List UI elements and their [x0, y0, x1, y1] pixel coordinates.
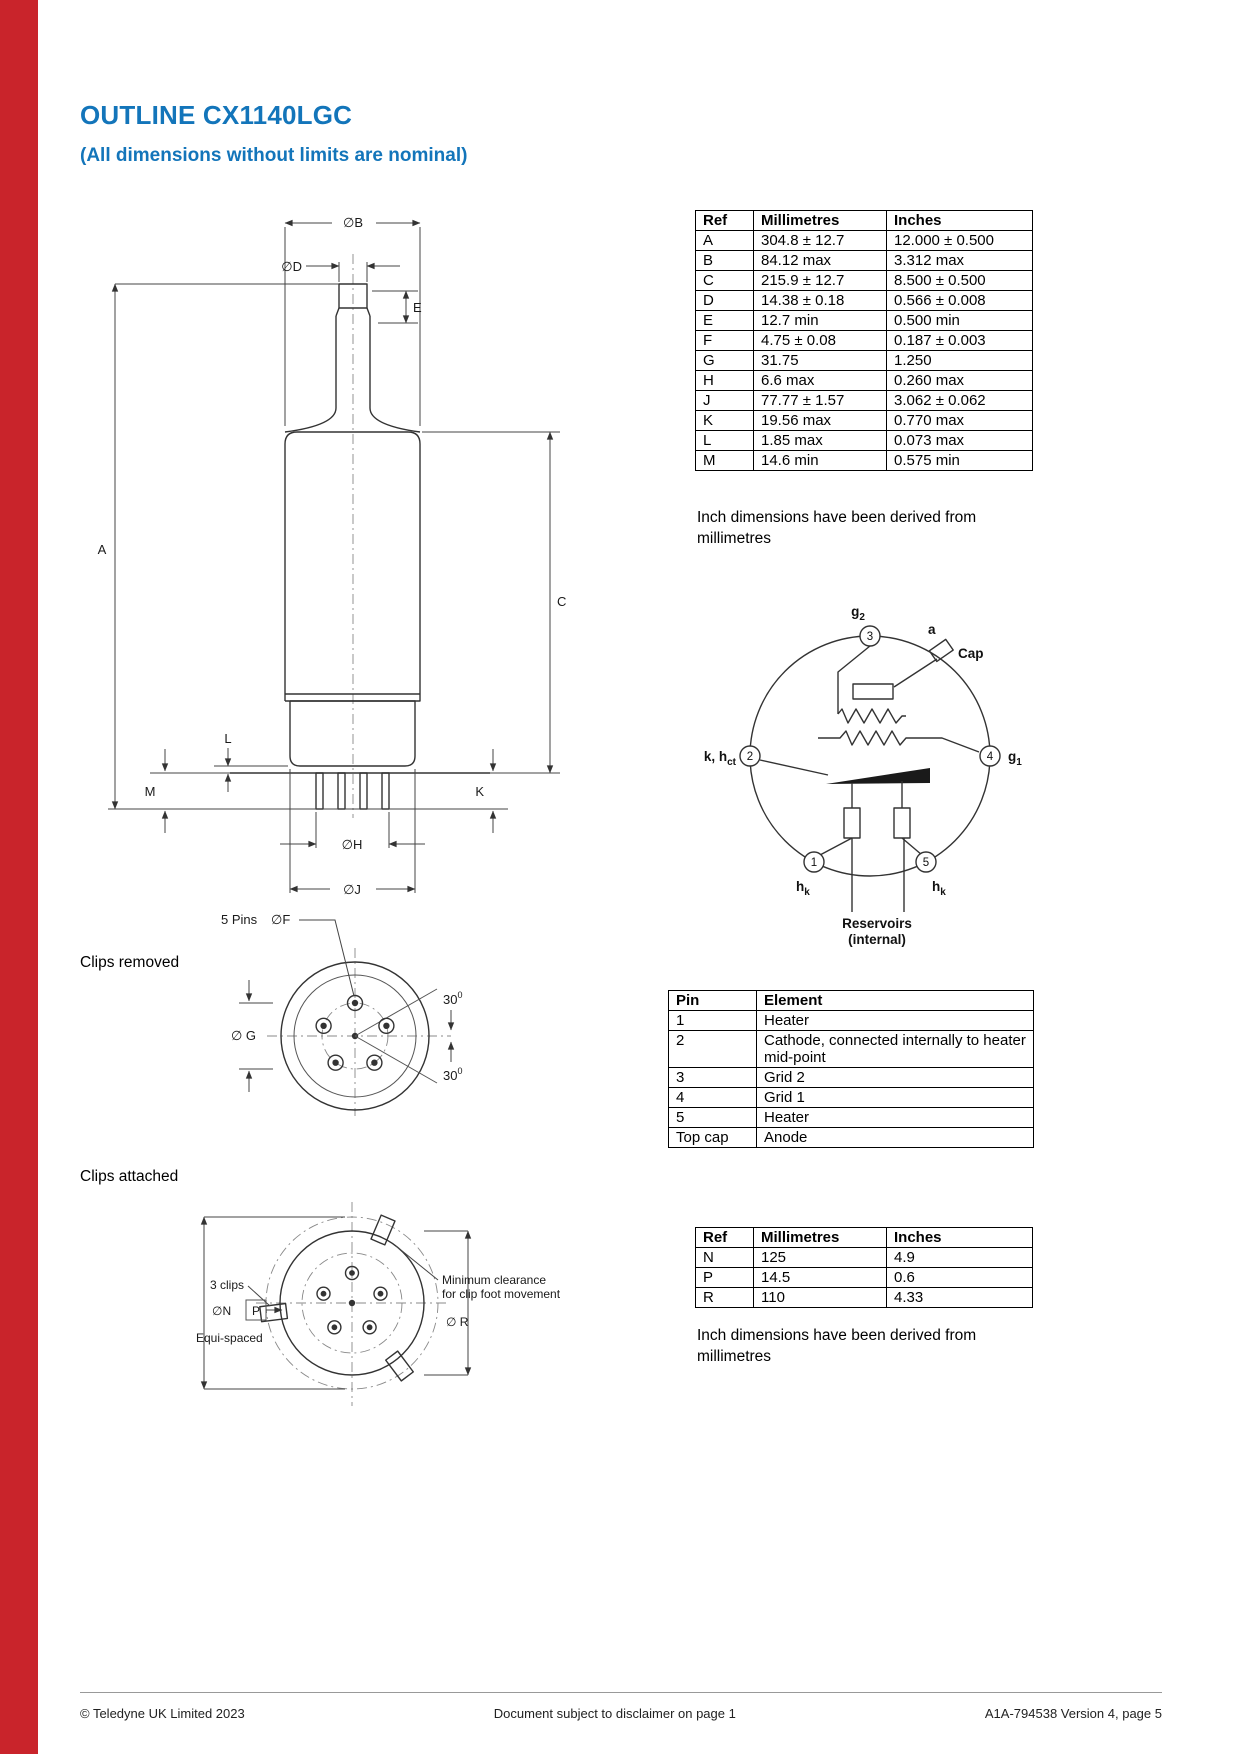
label-g1: $g_1$	[1008, 749, 1022, 768]
dim-label-l: L	[224, 731, 232, 746]
table-row	[696, 391, 1033, 411]
table-cell: B	[696, 251, 754, 271]
table-header: Millimetres	[754, 211, 887, 231]
table-cell: 19.56 max	[754, 411, 887, 431]
table-cell: L	[696, 431, 754, 451]
table-cell: 3	[669, 1068, 757, 1088]
table-cell: Cathode, connected internally to heater mid-point	[757, 1031, 1034, 1068]
clips-removed-drawing	[215, 908, 485, 1120]
clips	[260, 1215, 414, 1381]
footer-doc-ref: A1A-794538 Version 4, page 5	[984, 1706, 1162, 1721]
table-cell: J	[696, 391, 754, 411]
clips-attached-drawing	[190, 1196, 575, 1411]
table-row	[696, 451, 1033, 471]
table-row	[696, 271, 1033, 291]
table-row	[696, 371, 1033, 391]
tube-outline-drawing	[80, 196, 660, 906]
dimension-labels	[98, 215, 567, 897]
table-cell: 110	[754, 1288, 887, 1308]
table-cell: Top cap	[669, 1128, 757, 1148]
table-row	[669, 1011, 1034, 1031]
dim-label-h: ∅H	[341, 837, 363, 852]
table-cell: 77.77 ± 1.57	[754, 391, 887, 411]
table-cell: 12.7 min	[754, 311, 887, 331]
label-cap: Cap	[958, 646, 984, 661]
table-cell: 3.312 max	[887, 251, 1033, 271]
dim-table-note: Inch dimensions have been derived from millimetres	[697, 509, 977, 547]
label-hk-right: $h_k$	[932, 879, 946, 898]
table-row	[696, 351, 1033, 371]
clip-view-labels	[196, 1273, 561, 1345]
table-row	[669, 1068, 1034, 1088]
dimension-table	[695, 210, 1033, 471]
table-cell: 304.8 ± 12.7	[754, 231, 887, 251]
table-cell: 0.770 max	[887, 411, 1033, 431]
table-header: Element	[757, 991, 1034, 1011]
table-row	[696, 1248, 1033, 1268]
table-cell: Anode	[757, 1128, 1034, 1148]
table-row	[696, 1288, 1033, 1308]
table-cell: 1.85 max	[754, 431, 887, 451]
p-label: P	[252, 1304, 261, 1318]
label-k-hct: k, $h_{ct}$	[703, 749, 736, 768]
five-pins-label: 5 Pins	[221, 912, 258, 927]
table-cell: 1.250	[887, 351, 1033, 371]
table-cell: 14.38 ± 0.18	[754, 291, 887, 311]
label-g2: $g_2$	[851, 604, 865, 623]
clip-table-note: Inch dimensions have been derived from millimetres	[697, 1327, 977, 1365]
tube-body	[230, 284, 490, 809]
table-row	[696, 311, 1033, 331]
pin-number-3: 3	[866, 631, 874, 643]
pin-element-table	[668, 990, 1034, 1148]
table-cell: Heater	[757, 1108, 1034, 1128]
table-cell: 6.6 max	[754, 371, 887, 391]
table-cell: 14.5	[754, 1268, 887, 1288]
clips-attached-caption: Clips attached	[80, 1168, 179, 1185]
table-header: Pin	[669, 991, 757, 1011]
footer-divider	[80, 1692, 1162, 1693]
dim-label-k: K	[475, 784, 484, 799]
table-cell: 84.12 max	[754, 251, 887, 271]
table-header: Millimetres	[754, 1228, 887, 1248]
table-cell: 0.260 max	[887, 371, 1033, 391]
table-cell: 4	[669, 1088, 757, 1108]
table-cell: 0.073 max	[887, 431, 1033, 451]
table-row	[696, 251, 1033, 271]
footer-copyright: © Teledyne UK Limited 2023	[80, 1706, 245, 1721]
dia-r-label: ∅ R	[446, 1315, 469, 1329]
table-header: Inches	[887, 1228, 1033, 1248]
table-cell: R	[696, 1288, 754, 1308]
table-header-row	[669, 991, 1034, 1011]
page-title: OUTLINE CX1140LGC	[80, 100, 353, 130]
table-cell: D	[696, 291, 754, 311]
dim-label-a: A	[97, 542, 107, 557]
pin-connection-diagram	[690, 588, 1040, 958]
pin-number-1: 1	[810, 857, 818, 869]
clip-dimension-table	[695, 1227, 1033, 1308]
min-clearance-label-2: for clip foot movement	[442, 1287, 561, 1301]
table-cell: A	[696, 231, 754, 251]
dia-n-label: ∅N	[212, 1304, 232, 1318]
table-row	[696, 231, 1033, 251]
table-cell: 0.566 ± 0.008	[887, 291, 1033, 311]
dim-label-c: C	[557, 594, 567, 609]
table-cell: C	[696, 271, 754, 291]
table-row	[669, 1128, 1034, 1148]
table-row	[696, 431, 1033, 451]
left-accent-bar	[0, 0, 38, 1754]
table-cell: 0.500 min	[887, 311, 1033, 331]
pin-numbers	[747, 631, 994, 869]
dim-label-j: ∅J	[343, 882, 361, 897]
dim-label-b: ∅B	[343, 215, 363, 230]
table-cell: 0.575 min	[887, 451, 1033, 471]
table-cell: M	[696, 451, 754, 471]
table-cell: 0.6	[887, 1268, 1033, 1288]
table-cell: 14.6 min	[754, 451, 887, 471]
table-header: Ref	[696, 1228, 754, 1248]
table-cell: P	[696, 1268, 754, 1288]
table-cell: H	[696, 371, 754, 391]
table-cell: 4.75 ± 0.08	[754, 331, 887, 351]
table-row	[696, 331, 1033, 351]
table-header: Ref	[696, 211, 754, 231]
table-cell: 0.187 ± 0.003	[887, 331, 1033, 351]
page-subtitle: (All dimensions without limits are nominal)	[80, 145, 468, 166]
table-cell: Grid 1	[757, 1088, 1034, 1108]
dia-g-label: ∅ G	[231, 1028, 257, 1043]
table-cell: K	[696, 411, 754, 431]
dim-label-e: E	[413, 300, 422, 315]
footer	[80, 1706, 1162, 1721]
table-header: Inches	[887, 211, 1033, 231]
table-row	[669, 1031, 1034, 1068]
envelope-circle	[750, 636, 990, 876]
equi-spaced-label: Equi-spaced	[196, 1331, 263, 1345]
pin-number-2: 2	[746, 751, 754, 763]
table-cell: Grid 2	[757, 1068, 1034, 1088]
dimension-lines	[108, 223, 560, 893]
table-cell: N	[696, 1248, 754, 1268]
table-cell: 4.9	[887, 1248, 1033, 1268]
three-clips-label: 3 clips	[210, 1278, 245, 1292]
table-cell: 4.33	[887, 1288, 1033, 1308]
table-cell: G	[696, 351, 754, 371]
table-cell: 5	[669, 1108, 757, 1128]
angle-30-top: $30^0$	[443, 990, 463, 1007]
dim-label-m: M	[144, 784, 156, 799]
table-cell: 8.500 ± 0.500	[887, 271, 1033, 291]
table-cell: 31.75	[754, 351, 887, 371]
internal-elements	[760, 639, 979, 912]
pin-view-dimensions	[239, 920, 451, 1092]
table-cell: 125	[754, 1248, 887, 1268]
table-cell: 215.9 ± 12.7	[754, 271, 887, 291]
dia-f-label: ∅F	[271, 912, 291, 927]
table-cell: 1	[669, 1011, 757, 1031]
label-reservoirs: Reservoirs	[842, 916, 912, 931]
table-header-row	[696, 1228, 1033, 1248]
table-row	[669, 1088, 1034, 1108]
angle-30-bottom: $30^0$	[443, 1066, 463, 1083]
pin-number-4: 4	[986, 751, 994, 763]
clips-removed-caption: Clips removed	[80, 954, 180, 971]
table-row	[696, 1268, 1033, 1288]
table-header-row	[696, 211, 1033, 231]
footer-disclaimer: Document subject to disclaimer on page 1	[493, 1706, 736, 1721]
table-cell: 12.000 ± 0.500	[887, 231, 1033, 251]
label-hk-left: $h_k$	[796, 879, 810, 898]
table-cell: 2	[669, 1031, 757, 1068]
min-clearance-label-1: Minimum clearance	[442, 1273, 547, 1287]
table-row	[696, 291, 1033, 311]
table-cell: 3.062 ± 0.062	[887, 391, 1033, 411]
table-row	[669, 1108, 1034, 1128]
pin-number-5: 5	[922, 857, 930, 869]
table-cell: E	[696, 311, 754, 331]
label-anode-a: a	[928, 622, 936, 637]
dim-label-d: ∅D	[281, 259, 302, 274]
table-row	[696, 411, 1033, 431]
table-cell: Heater	[757, 1011, 1034, 1031]
table-cell: F	[696, 331, 754, 351]
label-internal: (internal)	[848, 932, 906, 947]
